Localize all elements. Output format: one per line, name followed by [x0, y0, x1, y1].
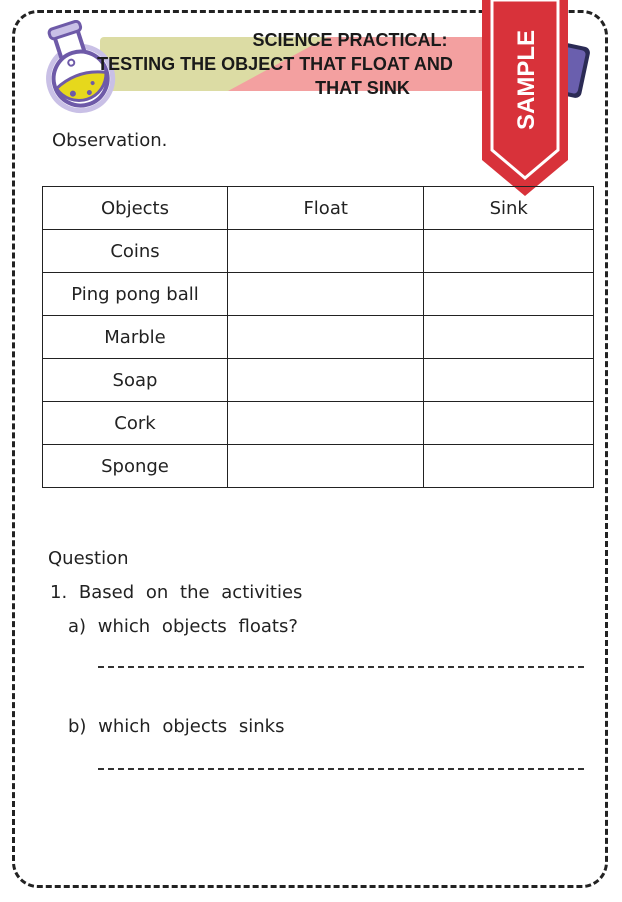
- sink-cell[interactable]: [424, 230, 594, 273]
- sink-cell[interactable]: [424, 273, 594, 316]
- float-cell[interactable]: [228, 402, 424, 445]
- float-cell[interactable]: [228, 230, 424, 273]
- sample-stamp: [478, 0, 572, 200]
- table-row: [43, 273, 594, 316]
- observation-table: [42, 186, 594, 488]
- stamp-label: SAMPLE: [513, 29, 540, 131]
- title-line-1: SCIENCE PRACTICAL:: [252, 30, 448, 50]
- object-cell: Ping pong ball: [43, 273, 228, 316]
- answer-line-1a[interactable]: [98, 666, 584, 668]
- sink-cell[interactable]: [424, 359, 594, 402]
- title-line-2: TESTING THE OBJECT THAT FLOAT AND: [97, 54, 453, 74]
- question-1b: b) which objects sinks: [68, 716, 285, 737]
- header-float: Float: [228, 187, 424, 230]
- table-row: [43, 445, 594, 488]
- table-row: [43, 316, 594, 359]
- section-label: Observation.: [52, 130, 168, 151]
- header-objects: Objects: [43, 187, 228, 230]
- float-cell[interactable]: [228, 445, 424, 488]
- table-row: [43, 402, 594, 445]
- object-cell: Cork: [43, 402, 228, 445]
- object-cell: Marble: [43, 316, 228, 359]
- question-heading: Question: [48, 548, 129, 569]
- answer-line-1b[interactable]: [98, 768, 584, 770]
- float-cell[interactable]: [228, 359, 424, 402]
- question-1: 1. Based on the activities: [50, 582, 303, 603]
- table-row: [43, 359, 594, 402]
- sink-cell[interactable]: [424, 445, 594, 488]
- header-sink: Sink: [424, 187, 594, 230]
- table-header-row: [43, 187, 594, 230]
- sink-cell[interactable]: [424, 316, 594, 359]
- question-1a: a) which objects floats?: [68, 616, 298, 637]
- object-cell: Coins: [43, 230, 228, 273]
- float-cell[interactable]: [228, 316, 424, 359]
- object-cell: Soap: [43, 359, 228, 402]
- object-cell: Sponge: [43, 445, 228, 488]
- table-row: [43, 230, 594, 273]
- float-cell[interactable]: [228, 273, 424, 316]
- page-title: [40, 28, 510, 100]
- title-line-3: THAT SINK: [315, 78, 410, 98]
- sink-cell[interactable]: [424, 402, 594, 445]
